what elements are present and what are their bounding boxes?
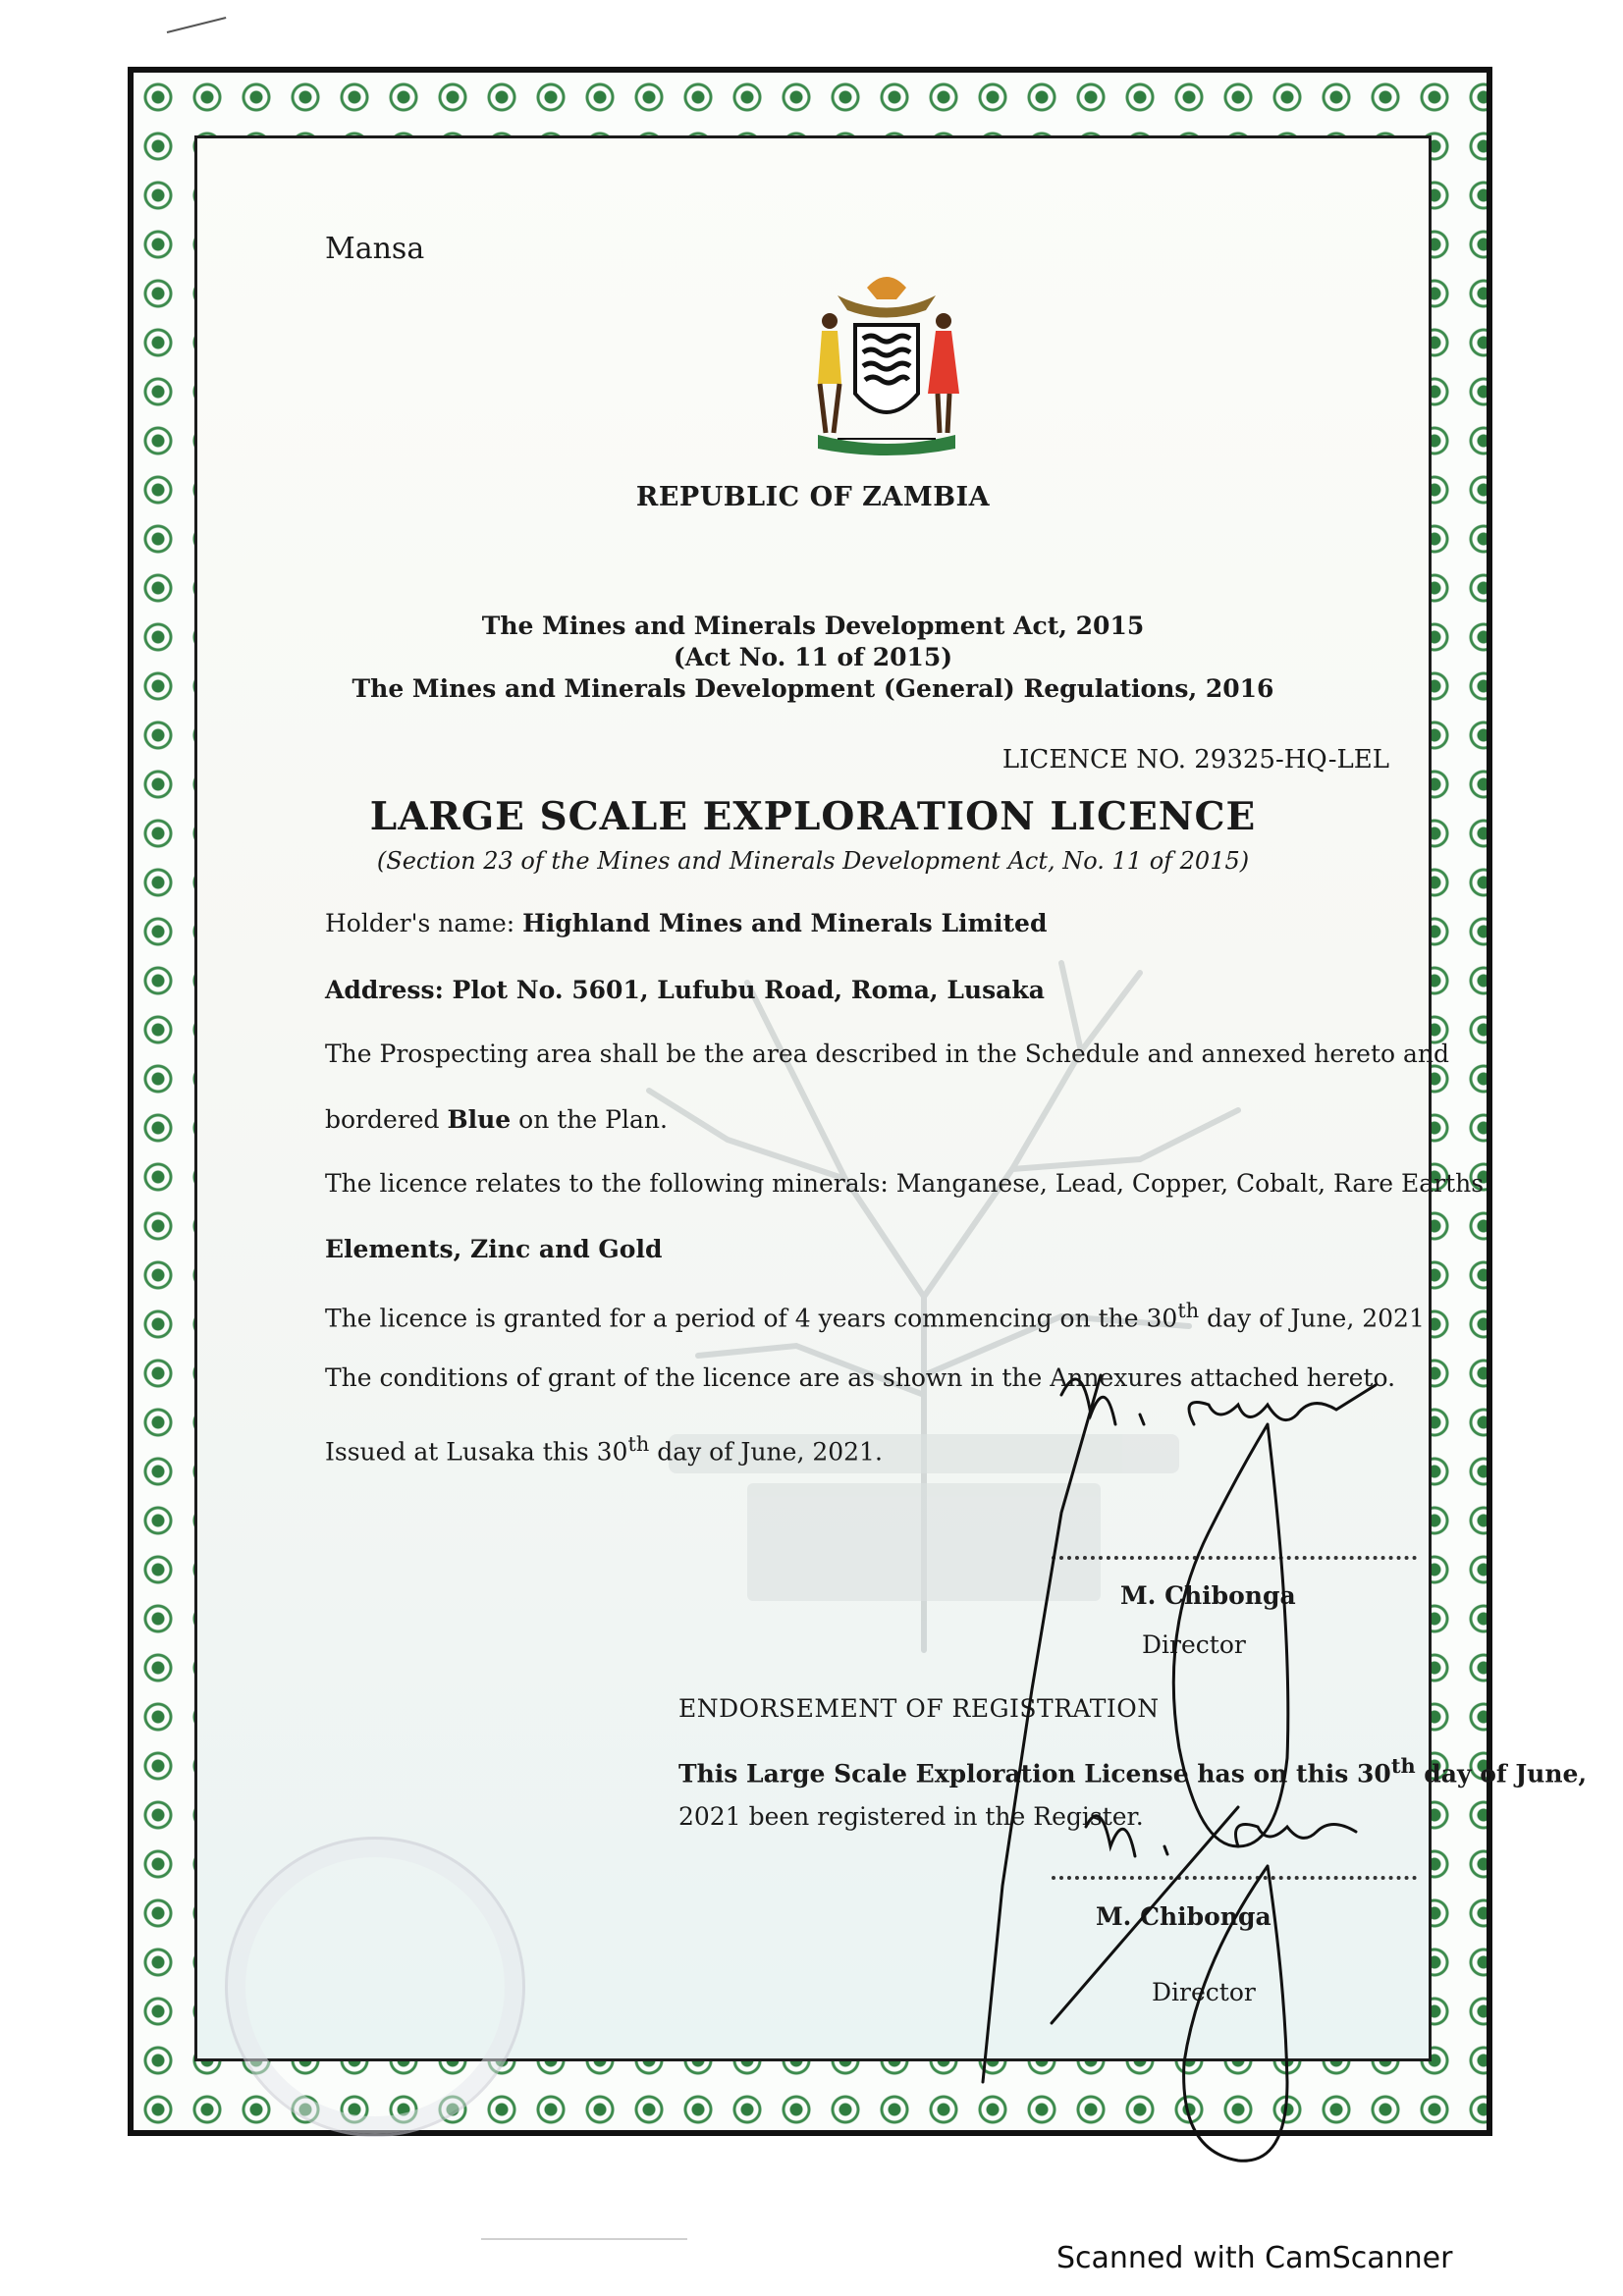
area-line-1: The Prospecting area shall be the area described in the Schedule and annexed hereto and (325, 1040, 1449, 1068)
address-line (325, 976, 1045, 1004)
endorsement-line-1-pre: This Large Scale Exploration License has on this 30 (678, 1759, 1391, 1789)
scanner-watermark: Scanned with CamScanner (1056, 2241, 1453, 2275)
issued-pre: Issued at Lusaka this 30 (325, 1437, 628, 1467)
certificate-frame (128, 67, 1588, 2136)
handwritten-signature-icon (944, 1336, 1493, 2200)
area-line-2 (325, 1105, 668, 1134)
area-line-2-post: on the Plan. (511, 1105, 668, 1134)
signatory-2-name: M. Chibonga (1096, 1902, 1271, 1931)
address-label: Address: (325, 976, 444, 1004)
country-heading: REPUBLIC OF ZAMBIA (635, 482, 991, 512)
act-title-line: The Mines and Minerals Development Act, 2015 (481, 612, 1145, 640)
holder-value: Highland Mines and Minerals Limited (522, 909, 1048, 937)
issued-post: day of June, 2021. (649, 1437, 883, 1467)
grant-line (325, 1299, 1425, 1332)
licence-number: LICENCE NO. 29325-HQ-LEL (1001, 745, 1389, 774)
area-line-2-color: Blue (447, 1105, 512, 1134)
area-line-2-pre: bordered (325, 1105, 448, 1134)
address-value: Plot No. 5601, Lufubu Road, Roma, Lusaka (452, 976, 1045, 1004)
act-number-line: (Act No. 11 of 2015) (673, 643, 953, 671)
holder-label: Holder's name: (325, 909, 515, 937)
grant-pre: The licence is granted for a period of 4 years commencing on the 30 (325, 1304, 1178, 1333)
minerals-line-1: The licence relates to the following minerals: Manganese, Lead, Copper, Cobalt, Rare Earths (325, 1169, 1485, 1198)
coat-of-arms-icon (798, 266, 975, 462)
conditions-line: The conditions of grant of the licence are as shown in the Annexures attached hereto. (325, 1363, 1396, 1392)
embossed-seal (225, 1837, 525, 2137)
issued-sup: th (627, 1432, 650, 1456)
endorsement-line-1-post: day of June, (1415, 1759, 1588, 1789)
endorsement-line-1-sup: th (1390, 1753, 1416, 1778)
signatory-1-role: Director (1142, 1630, 1246, 1659)
endorsement-line-2: 2021 been registered in the Register. (678, 1802, 1144, 1831)
minerals-line-2: Elements, Zinc and Gold (325, 1235, 663, 1263)
signatory-2-role: Director (1152, 1978, 1256, 2006)
issued-line (325, 1432, 883, 1466)
grant-sup: th (1177, 1299, 1200, 1322)
city-name: Mansa (325, 232, 425, 266)
grant-post: day of June, 2021 (1199, 1304, 1425, 1333)
regulations-line: The Mines and Minerals Development (General) Regulations, 2016 (352, 674, 1274, 703)
holder-line (325, 909, 1047, 937)
certificate-body (194, 135, 1588, 2061)
licence-subtitle: (Section 23 of the Mines and Minerals Development Act, No. 11 of 2015) (376, 847, 1250, 875)
endorsement-title: ENDORSEMENT OF REGISTRATION (678, 1694, 1160, 1723)
page-edge-line (481, 2238, 687, 2240)
scan-corner-mark (167, 17, 227, 33)
signatory-1-name: M. Chibonga (1120, 1581, 1296, 1610)
licence-title: LARGE SCALE EXPLORATION LICENCE (369, 794, 1257, 839)
